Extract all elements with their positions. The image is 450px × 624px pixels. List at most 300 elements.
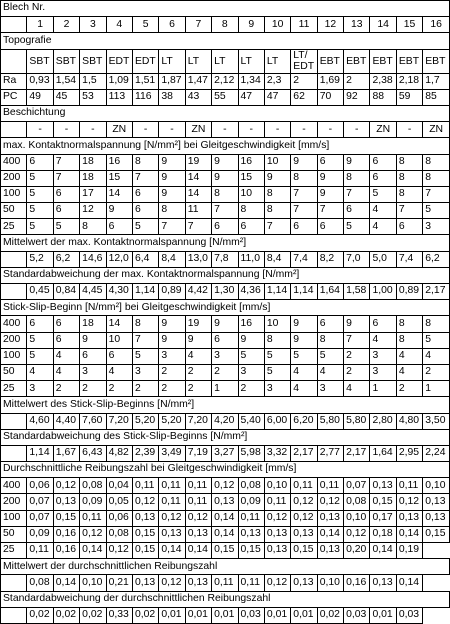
data-cell: 7 [264,219,290,235]
data-cell: 0,11 [238,575,264,591]
data-cell: 6 [53,316,79,332]
data-cell: 0,12 [80,526,106,542]
data-cell: 0,89 [396,284,422,300]
data-cell: 3 [317,381,343,397]
data-cell: 8 [212,186,238,202]
data-cell: 7 [53,154,79,170]
data-cell: 9 [159,316,185,332]
data-cell: 7 [396,203,422,219]
data-cell: 3 [423,219,450,235]
data-cell: 8 [238,203,264,219]
data-cell: 85 [423,89,450,105]
data-cell: 2 [106,381,132,397]
data-cell: 9 [159,332,185,348]
section-header: max. Kontaktnormalspannung [N/mm²] bei Gleitgeschwindigkeit [mm/s] [1,138,450,154]
data-row [1,251,450,267]
row-label: Ra [1,73,27,89]
topografie-cell: EBT [396,49,422,73]
data-cell: 6,43 [80,445,106,461]
data-cell: 0,13 [132,575,158,591]
data-cell: 0,08 [344,494,370,510]
data-cell: 3 [132,364,158,380]
data-cell: 2 [185,381,211,397]
data-cell: 6 [106,348,132,364]
data-cell: 47 [238,89,264,105]
data-cell: 11 [185,203,211,219]
data-cell: 0,12 [185,510,211,526]
data-cell: 1,14 [264,284,290,300]
data-row [1,186,450,202]
data-cell: 0,08 [106,526,132,542]
data-cell: 0,12 [291,494,317,510]
blech-number-cell: 12 [317,17,343,33]
data-cell: 0,12 [317,494,343,510]
data-cell: 11,0 [238,251,264,267]
data-row [1,607,450,623]
beschichtung-cell: - [396,122,422,138]
topografie-cell: LT [185,49,211,73]
beschichtung-cell: - [212,122,238,138]
data-cell: 0,11 [317,478,343,494]
data-cell: 116 [132,89,158,105]
data-cell: 2 [423,364,450,380]
data-cell: 47 [264,89,290,105]
data-cell: 4 [27,364,53,380]
section-header-row [1,138,450,154]
data-cell: 9 [317,186,343,202]
data-cell: 1,67 [53,445,79,461]
topografie-cell: LT [238,49,264,73]
data-cell: 0,13 [396,510,422,526]
row-label: 400 [1,478,27,494]
data-cell: 0,11 [291,478,317,494]
data-cell: 2,18 [396,73,422,89]
data-cell: 1,64 [370,445,396,461]
data-cell: 0,33 [106,607,132,623]
data-cell: 1,14 [27,445,53,461]
data-cell: 0,01 [185,607,211,623]
data-cell: 0,14 [396,575,422,591]
data-cell: 2,95 [396,445,422,461]
data-cell: 0,03 [396,607,422,623]
data-cell: 0,10 [80,575,106,591]
beschichtung-cell: - [238,122,264,138]
data-cell: 0,18 [370,526,396,542]
data-cell: 2,38 [370,73,396,89]
data-row [1,73,450,89]
blech-number-cell: 5 [132,17,158,33]
section-header-row [1,462,450,478]
data-cell: 4 [396,364,422,380]
data-cell: 4,30 [106,284,132,300]
data-cell: 0,19 [396,543,422,559]
data-cell: 0,13 [317,510,343,526]
topografie-row [1,49,450,73]
data-cell: 43 [185,89,211,105]
data-row [1,154,450,170]
section-header-row [1,105,450,121]
data-cell: 8 [264,186,290,202]
blech-number-cell: 4 [106,17,132,33]
section-header: Standardabweichung der max. Kontaktnormalspannung [N/mm²] [1,267,450,283]
data-cell: 0,11 [132,478,158,494]
data-cell: 0,11 [27,543,53,559]
data-cell: 2 [212,364,238,380]
data-cell: 7,4 [291,251,317,267]
title-row [1,1,450,17]
data-cell: 0,89 [159,284,185,300]
blech-number-cell: 2 [53,17,79,33]
data-cell: 8,2 [317,251,343,267]
data-cell: 0,07 [27,494,53,510]
data-cell: 0,13 [185,575,211,591]
data-cell: 16 [238,316,264,332]
data-cell: 0,13 [264,543,290,559]
row-label [1,445,27,461]
data-cell: 4 [53,348,79,364]
row-label: 50 [1,203,27,219]
data-cell: 5 [264,348,290,364]
data-row [1,510,450,526]
data-cell: 0,13 [423,494,450,510]
data-cell: 5,80 [317,413,343,429]
row-label: 100 [1,510,27,526]
data-cell: 4 [185,348,211,364]
data-cell: 6 [291,219,317,235]
data-cell: 4,80 [396,413,422,429]
data-cell: 2 [159,381,185,397]
data-cell: 2 [344,73,370,89]
data-cell: 3 [159,348,185,364]
data-cell: 6 [370,154,396,170]
data-cell: 0,03 [238,607,264,623]
data-cell: 0,16 [53,526,79,542]
topografie-cell: LT [264,49,290,73]
data-cell: 0,06 [27,478,53,494]
data-cell: 1 [370,381,396,397]
row-label: 400 [1,154,27,170]
data-cell: 7,20 [185,413,211,429]
data-cell: 7 [344,332,370,348]
data-cell: 5,80 [344,413,370,429]
data-cell: 0,20 [344,543,370,559]
data-cell: 6,20 [291,413,317,429]
data-cell: 8 [159,203,185,219]
data-cell: 2,3 [264,73,290,89]
row-label: 100 [1,186,27,202]
row-label: 200 [1,170,27,186]
data-cell: 0,04 [106,478,132,494]
data-row [1,170,450,186]
data-cell: 9 [106,203,132,219]
data-cell: 14 [185,170,211,186]
data-cell: 6 [317,316,343,332]
topografie-cell: LT [159,49,185,73]
data-cell: 45 [53,89,79,105]
data-cell: 0,12 [291,510,317,526]
data-cell: 3,50 [423,413,450,429]
data-cell: 5 [27,170,53,186]
data-row [1,543,450,559]
data-cell: 0,14 [53,575,79,591]
data-cell: 6 [212,219,238,235]
data-cell: 49 [27,89,53,105]
data-cell: 8 [317,332,343,348]
data-cell: 0,13 [370,575,396,591]
data-cell: 3,32 [264,445,290,461]
data-cell: 1,00 [370,284,396,300]
data-cell: 4,40 [53,413,79,429]
data-cell: 0,12 [264,575,290,591]
data-cell: 0,13 [423,510,450,526]
data-cell: 7 [185,219,211,235]
data-cell: 0,13 [238,526,264,542]
data-cell: 4 [344,381,370,397]
data-cell: 9 [317,170,343,186]
data-row [1,413,450,429]
row-label: 400 [1,316,27,332]
data-cell: 5 [264,364,290,380]
data-cell: 0,09 [80,494,106,510]
topografie-cell: SBT [27,49,53,73]
data-cell: 12 [80,203,106,219]
data-cell: 0,13 [159,526,185,542]
data-cell: 2 [238,381,264,397]
row-label-empty [1,17,27,33]
section-header-row [1,300,450,316]
data-cell: 1,09 [106,73,132,89]
data-cell: 9 [159,186,185,202]
data-cell: 4,42 [185,284,211,300]
data-cell: 1,47 [185,73,211,89]
data-cell: 5,2 [27,251,53,267]
section-header: Standardabweichung der durchschnittlichen Reibungszahl [1,591,450,607]
data-cell: 0,11 [80,510,106,526]
data-cell: 8 [396,154,422,170]
data-row [1,316,450,332]
data-cell: 6 [27,154,53,170]
data-cell: 2 [159,364,185,380]
data-cell: 5 [27,203,53,219]
data-cell: 0,01 [159,607,185,623]
data-cell: 2 [80,381,106,397]
beschichtung-cell: - [80,122,106,138]
data-cell: 3 [27,381,53,397]
blech-number-cell: 6 [159,17,185,33]
data-cell: 1,5 [80,73,106,89]
data-cell: 0,11 [212,575,238,591]
data-cell: 2,12 [212,73,238,89]
data-cell: 0,02 [132,607,158,623]
data-cell: 2,39 [132,445,158,461]
data-cell: 0,11 [238,510,264,526]
data-cell: 4,82 [106,445,132,461]
data-cell: 6 [53,203,79,219]
data-cell: 12,0 [106,251,132,267]
data-cell: 1,34 [238,73,264,89]
data-cell: 113 [106,89,132,105]
beschichtung-cell: ZN [106,122,132,138]
section-header-row [1,429,450,445]
data-cell: 0,16 [344,575,370,591]
data-cell: 0,02 [53,607,79,623]
data-cell: 0,13 [212,494,238,510]
data-cell: 7 [291,203,317,219]
data-cell: 6 [396,219,422,235]
beschichtung-cell: - [344,122,370,138]
data-cell: 9 [80,332,106,348]
data-cell: 3 [212,348,238,364]
data-cell: 4 [396,348,422,364]
data-cell: 2,77 [317,445,343,461]
data-cell: 0,02 [80,607,106,623]
data-cell: 9 [238,332,264,348]
data-cell: 1,87 [159,73,185,89]
data-cell: 5,20 [132,413,158,429]
data-cell: 6,00 [264,413,290,429]
data-cell: 0,14 [396,526,422,542]
row-label [1,251,27,267]
data-cell: 3,49 [159,445,185,461]
data-cell: 6 [80,348,106,364]
data-cell: 4 [370,219,396,235]
data-cell: 7 [53,170,79,186]
data-cell: 1,14 [291,284,317,300]
data-row [1,526,450,542]
topografie-cell: SBT [80,49,106,73]
data-cell: 6 [53,186,79,202]
row-label-empty [1,122,27,138]
data-cell: 38 [159,89,185,105]
data-cell: 5 [370,186,396,202]
data-cell: 0,14 [317,526,343,542]
data-cell: 8 [396,170,422,186]
data-cell: 0,45 [27,284,53,300]
data-cell: 0,06 [106,510,132,526]
data-cell: 9 [212,170,238,186]
data-cell: 10 [264,316,290,332]
data-cell: 14 [106,316,132,332]
data-cell: 5 [27,219,53,235]
data-cell: 9 [159,154,185,170]
data-cell: 6 [238,219,264,235]
data-cell: 6 [317,219,343,235]
data-cell: 0,01 [212,607,238,623]
data-cell: 0,01 [291,607,317,623]
data-cell: 0,10 [423,478,450,494]
data-cell: 0,21 [106,575,132,591]
data-cell: 8 [291,170,317,186]
data-cell: 88 [370,89,396,105]
row-label [1,413,27,429]
data-cell: 0,14 [212,510,238,526]
data-cell: 5 [132,219,158,235]
data-cell: 7 [317,203,343,219]
data-cell: 53 [80,89,106,105]
topografie-cell: EBT [370,49,396,73]
data-cell: 2 [132,381,158,397]
data-cell: 9 [264,170,290,186]
row-label: 25 [1,219,27,235]
data-cell: 6 [370,316,396,332]
data-cell: 0,12 [396,494,422,510]
data-cell: 15 [238,170,264,186]
data-cell: 4,45 [80,284,106,300]
section-header: Topografie [1,33,450,49]
data-cell: 0,03 [344,607,370,623]
data-cell: 1,14 [132,284,158,300]
data-cell: 3 [264,381,290,397]
data-cell: 7,20 [106,413,132,429]
data-cell: 0,12 [264,510,290,526]
data-cell: 4 [106,364,132,380]
blech-number-cell: 10 [264,17,290,33]
data-cell: 4 [317,364,343,380]
data-cell: 7 [212,203,238,219]
row-label: 25 [1,381,27,397]
beschichtung-cell: ZN [423,122,450,138]
data-cell: 5 [27,332,53,348]
data-row [1,381,450,397]
data-cell: 7,60 [80,413,106,429]
topografie-cell: EDT [132,49,158,73]
data-cell: 0,13 [291,526,317,542]
data-cell: 2,24 [423,445,450,461]
section-header: Durchschnittliche Reibungszahl bei Gleitgeschwindigkeit [mm/s] [1,462,450,478]
data-cell: 6,2 [53,251,79,267]
data-cell: 9 [212,316,238,332]
data-cell: 9 [344,316,370,332]
data-cell: 0,11 [159,494,185,510]
data-cell: 1,69 [317,73,343,89]
data-cell: 5 [423,203,450,219]
section-header-row [1,33,450,49]
data-cell: 1 [423,381,450,397]
data-cell: 2 [53,381,79,397]
data-cell: 6 [53,332,79,348]
data-cell: 15 [106,170,132,186]
blech-number-cell: 14 [370,17,396,33]
data-row [1,478,450,494]
row-label: 200 [1,332,27,348]
section-header-row [1,235,450,251]
section-header-row [1,559,450,575]
data-cell: 5,20 [159,413,185,429]
data-cell: 4 [53,364,79,380]
beschichtung-cell: - [27,122,53,138]
topografie-cell: LT/ EDT [291,49,317,73]
data-cell: 9 [344,154,370,170]
data-cell: 1,51 [132,73,158,89]
data-cell: 4 [370,203,396,219]
data-cell: 1,58 [344,284,370,300]
data-cell: 14 [185,186,211,202]
section-header: Standardabweichung des Stick-Slip-Beginns [N/mm²] [1,429,450,445]
data-cell: 4 [370,332,396,348]
data-cell: 9 [185,332,211,348]
data-cell: 0,14 [80,543,106,559]
data-row [1,348,450,364]
data-cell: 5 [344,219,370,235]
data-cell: 0,13 [291,575,317,591]
data-row [1,332,450,348]
data-cell: 3,27 [212,445,238,461]
data-cell: 2,17 [344,445,370,461]
data-cell: 0,15 [291,543,317,559]
data-cell: 7 [132,332,158,348]
data-cell: 14 [106,186,132,202]
data-cell: 0,11 [396,478,422,494]
